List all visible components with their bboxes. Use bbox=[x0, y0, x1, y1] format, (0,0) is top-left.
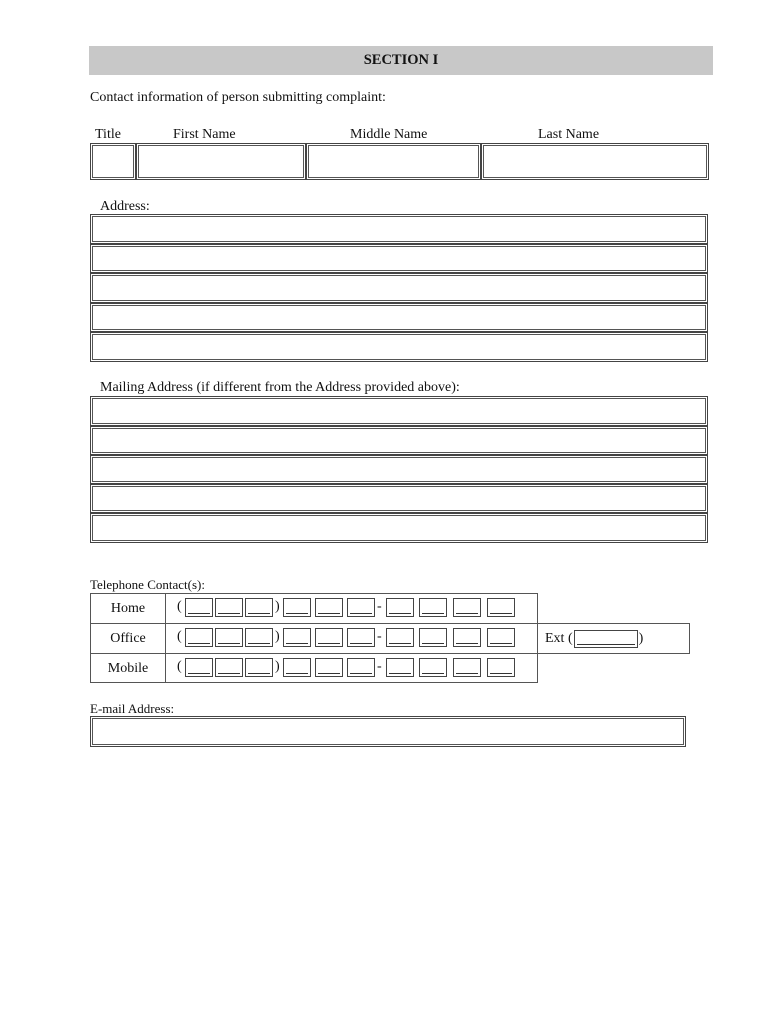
telephone-table bbox=[90, 593, 538, 683]
digit-box[interactable] bbox=[185, 628, 213, 647]
digit-box[interactable] bbox=[215, 598, 243, 617]
extension-field[interactable] bbox=[574, 630, 638, 648]
digit-box[interactable] bbox=[315, 598, 343, 617]
phone-row-home bbox=[91, 594, 537, 624]
digit-box[interactable] bbox=[419, 628, 447, 647]
email-label: E-mail Address: bbox=[90, 701, 175, 716]
dash: - bbox=[377, 599, 382, 614]
phone-row-office bbox=[91, 623, 537, 654]
ext-suffix: ) bbox=[638, 630, 644, 646]
digit-box[interactable] bbox=[347, 658, 375, 677]
section-title: SECTION I bbox=[363, 52, 439, 68]
section-header bbox=[89, 46, 713, 75]
last-name-header: Last Name bbox=[538, 127, 600, 142]
address-line-5-field[interactable] bbox=[90, 332, 708, 362]
mailing-line-5-field[interactable] bbox=[90, 513, 708, 543]
address-line-4-field[interactable] bbox=[90, 303, 708, 332]
address-label: Address: bbox=[100, 199, 150, 214]
phone-row-mobile bbox=[91, 653, 537, 683]
digit-box[interactable] bbox=[215, 628, 243, 647]
dash: - bbox=[377, 659, 382, 674]
mailing-line-1-field[interactable] bbox=[90, 396, 708, 426]
digit-box[interactable] bbox=[347, 628, 375, 647]
digit-box[interactable] bbox=[245, 628, 273, 647]
digit-box[interactable] bbox=[487, 658, 515, 677]
digit-box[interactable] bbox=[386, 628, 414, 647]
phone-row-label: Office bbox=[91, 624, 166, 654]
digit-box[interactable] bbox=[245, 658, 273, 677]
digit-box[interactable] bbox=[283, 658, 311, 677]
ext-prefix: Ext ( bbox=[545, 630, 573, 646]
digit-box[interactable] bbox=[185, 658, 213, 677]
digit-box[interactable] bbox=[453, 658, 481, 677]
digit-box[interactable] bbox=[215, 658, 243, 677]
office-extension bbox=[538, 623, 690, 654]
address-line-3-field[interactable] bbox=[90, 273, 708, 303]
open-paren: ( bbox=[177, 629, 182, 644]
address-line-2-field[interactable] bbox=[90, 244, 708, 273]
address-line-1-field[interactable] bbox=[90, 214, 708, 244]
digit-box[interactable] bbox=[487, 628, 515, 647]
open-paren: ( bbox=[177, 599, 182, 614]
middle-name-header: Middle Name bbox=[350, 127, 428, 142]
middle-name-field[interactable] bbox=[306, 143, 481, 180]
digit-box[interactable] bbox=[185, 598, 213, 617]
digit-box[interactable] bbox=[487, 598, 515, 617]
first-name-header: First Name bbox=[173, 127, 236, 142]
close-paren: ) bbox=[275, 659, 280, 674]
digit-box[interactable] bbox=[386, 598, 414, 617]
open-paren: ( bbox=[177, 659, 182, 674]
digit-box[interactable] bbox=[453, 598, 481, 617]
close-paren: ) bbox=[275, 599, 280, 614]
digit-box[interactable] bbox=[283, 628, 311, 647]
digit-box[interactable] bbox=[245, 598, 273, 617]
telephone-label: Telephone Contact(s): bbox=[90, 577, 205, 592]
phone-row-label: Home bbox=[91, 594, 166, 624]
digit-box[interactable] bbox=[347, 598, 375, 617]
mailing-line-3-field[interactable] bbox=[90, 455, 708, 484]
close-paren: ) bbox=[275, 629, 280, 644]
digit-box[interactable] bbox=[419, 658, 447, 677]
mailing-line-2-field[interactable] bbox=[90, 426, 708, 455]
mailing-address-label: Mailing Address (if different from the Address provided above): bbox=[100, 380, 460, 395]
phone-row-label: Mobile bbox=[91, 654, 166, 683]
digit-box[interactable] bbox=[419, 598, 447, 617]
first-name-field[interactable] bbox=[136, 143, 306, 180]
title-field[interactable] bbox=[90, 143, 136, 180]
digit-box[interactable] bbox=[283, 598, 311, 617]
title-header: Title bbox=[95, 127, 121, 142]
dash: - bbox=[377, 629, 382, 644]
digit-box[interactable] bbox=[453, 628, 481, 647]
digit-box[interactable] bbox=[315, 658, 343, 677]
mailing-line-4-field[interactable] bbox=[90, 484, 708, 513]
email-field[interactable] bbox=[90, 716, 686, 747]
digit-box[interactable] bbox=[386, 658, 414, 677]
last-name-field[interactable] bbox=[481, 143, 709, 180]
digit-box[interactable] bbox=[315, 628, 343, 647]
contact-intro: Contact information of person submitting complaint: bbox=[90, 90, 386, 105]
